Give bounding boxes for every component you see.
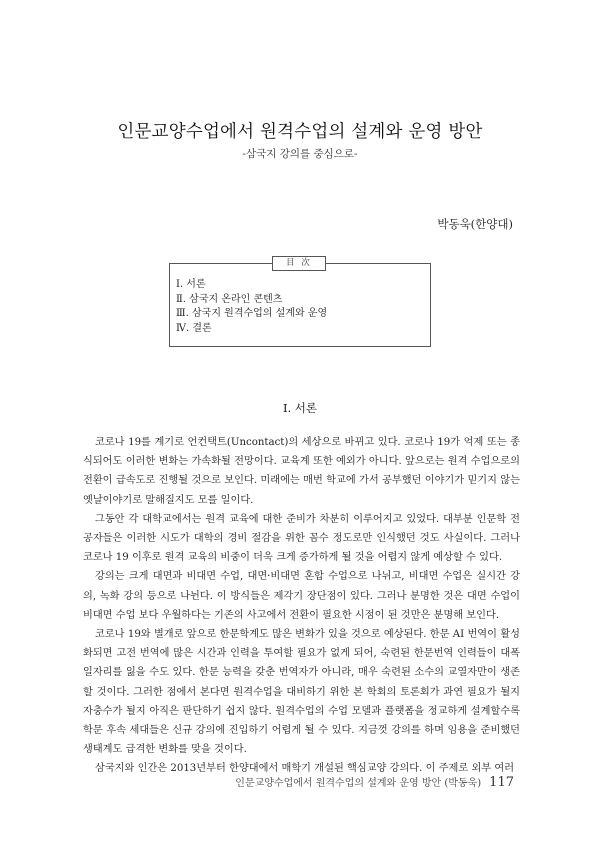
page-number: 117 (489, 775, 514, 790)
paper-subtitle: -삼국지 강의를 중심으로- (242, 148, 358, 160)
paragraph: 강의는 크게 대면과 비대면 수업, 대면·비대면 혼합 수업으로 나뉘고, 비대면 수업은 실시간 강의, 녹화 강의 등으로 나뉜다. 이 방식들은 제각기 장단점이 있다. 그러나 분명한 것은 대면 수업이 비대면 수업 보다 우월하다는 기존의 사고에서 전환이 필요한 시점이 된 것만은 분명해 보인다. (83, 571, 520, 621)
toc-list (176, 278, 327, 336)
paragraph: 코로나 19를 계기로 언컨택트(Uncontact)의 세상으로 바뀌고 있다. 코로나 19가 억제 또는 종식되어도 이러한 변화는 가속화될 전망이다. 교육계 또한 예외가 아니다. 앞으로는 원격 수업으로의 전환이 급속도로 진행될 것으로 보인다. 미래에는 매번 학교에 가서 공부했던 이야기가 믿기지 않는 옛날이야기로 말해질지도 모를 일이다. (83, 437, 520, 506)
running-title: 인문교양수업에서 원격수업의 설계와 운영 방안 (박동욱) (235, 778, 482, 789)
section-heading: Ⅰ. 서론 (282, 401, 318, 415)
table-of-contents (169, 258, 431, 347)
toc-item: Ⅰ. 서론 (176, 279, 206, 290)
author-affiliation: 박동욱(한양대) (437, 217, 513, 231)
paragraph: 삼국지와 인간은 2013년부터 한양대에서 매학기 개설된 핵심교양 강의다. 이 주제로 외부 여러 (95, 763, 515, 775)
paragraph: 그동안 각 대학교에서는 원격 교육에 대한 준비가 차분히 이루어지고 있었다. 대부분 인문학 전공자들은 이러한 시도가 대학의 경비 절감을 위한 꼼수 정도로만 인식했던 것도 사실이다. 그러나 코로나 19 이후로 원격 교육의 비중이 더욱 크게 증가하게 될 것을 어렵지 않게 예상할 수 있다. (83, 513, 520, 564)
paragraph: 코로나 19와 별개로 앞으로 한문학계도 많은 변화가 있을 것으로 예상된다. 한문 AI 번역이 활성화되면 고전 번역에 많은 시간과 인력을 투여할 필요가 없게 되어, 숙련된 한문번역 인력들이 대폭 일자리를 잃을 수도 있다. 한문 능력을 갖춘 번역자가 아니라, 매우 숙련된 소수의 교열자만이 생존할 것이다. 그러한 점에서 본다면 원격수업을 대비하기 위한 본 학회의 토론회가 과연 필요가 될지 자충수가 될지 아직은 판단하기 쉽지 않다. 원격수업의 수업 모델과 플랫폼을 정교하게 설계할수록 학문 후속 세대들은 신규 강의에 진입하기 어렵게 될 수 있다. 지금껏 강의를 하며 임용을 준비했던 생태계도 급격한 변화를 맞을 것이다. (83, 629, 520, 756)
toc-item: Ⅱ. 삼국지 온라인 콘텐츠 (176, 293, 283, 305)
page-footer (235, 774, 514, 790)
body-text (83, 433, 520, 779)
toc-label: 目 次 (272, 256, 326, 271)
toc-item: Ⅳ. 결론 (176, 322, 212, 334)
toc-item: Ⅲ. 삼국지 원격수업의 설계와 운영 (176, 308, 328, 319)
paper-title: 인문교양수업에서 원격수업의 설계와 운영 방안 (117, 122, 483, 142)
